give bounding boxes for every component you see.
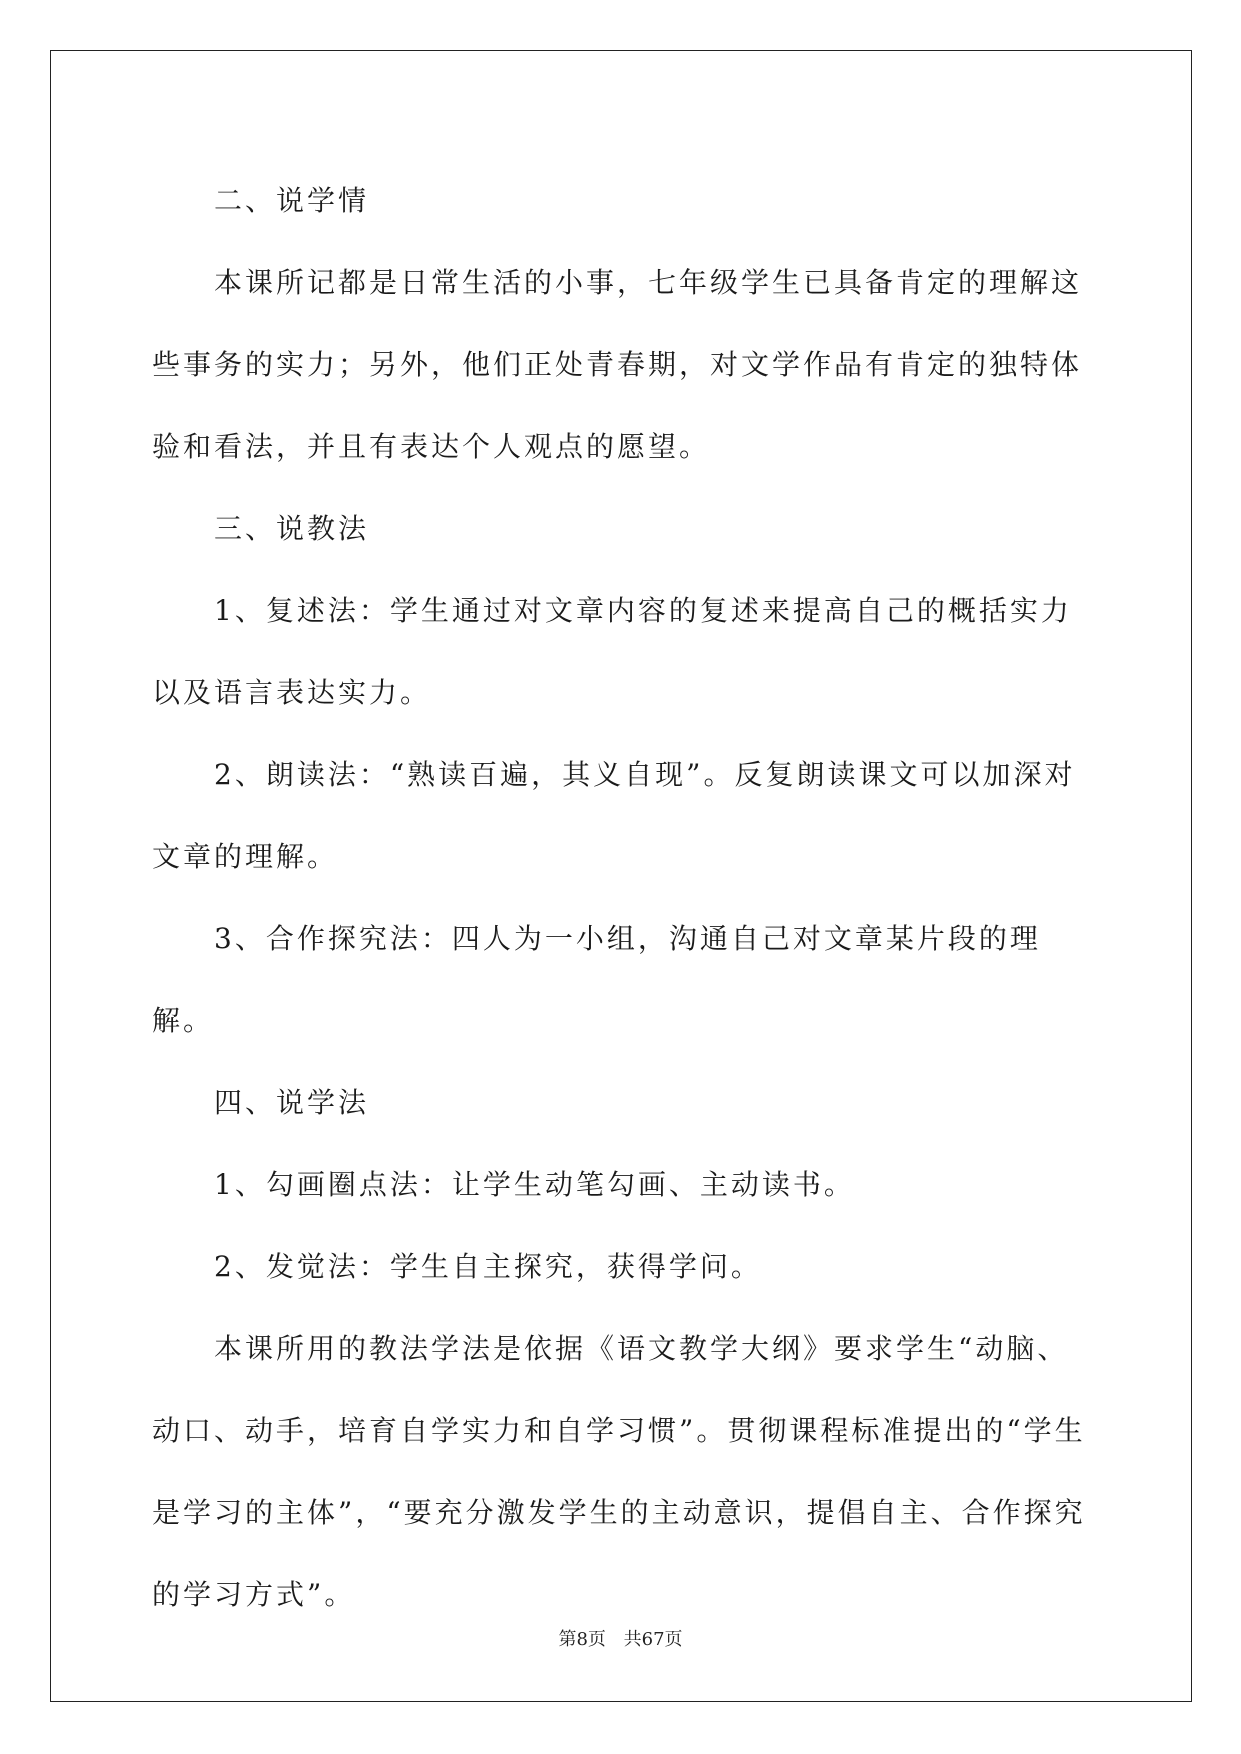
document-body bbox=[152, 160, 1092, 1636]
list-item-fushu: 1、复述法：学生通过对文章内容的复述来提高自己的概括实力以及语言表达实力。 bbox=[152, 594, 1072, 709]
section-heading-xueqing: 二、说学情 bbox=[214, 184, 370, 217]
section-heading-jiaofa: 三、说教法 bbox=[214, 512, 370, 545]
page-total: 共67页 bbox=[623, 1629, 683, 1650]
section-heading-xuefa: 四、说学法 bbox=[214, 1086, 370, 1119]
list-item-gouhua: 1、勾画圈点法：让学生动笔勾画、主动读书。 bbox=[214, 1168, 855, 1201]
page-number: 第8页 bbox=[558, 1629, 606, 1650]
paragraph-summary: 本课所用的教法学法是依据《语文教学大纲》要求学生“动脑、动口、动手，培育自学实力和自学习惯”。贯彻课程标准提出的“学生是学习的主体”，“要充分激发学生的主动意识，提倡自主、合作探究的学习方式”。 bbox=[152, 1332, 1086, 1611]
page-footer bbox=[0, 1625, 1241, 1651]
list-item-faxian: 2、发觉法：学生自主探究，获得学问。 bbox=[214, 1250, 762, 1283]
list-item-langdu: 2、朗读法：“熟读百遍，其义自现”。反复朗读课文可以加深对文章的理解。 bbox=[152, 758, 1076, 873]
paragraph-xueqing: 本课所记都是日常生活的小事，七年级学生已具备肯定的理解这些事务的实力；另外，他们正处青春期，对文学作品有肯定的独特体验和看法，并且有表达个人观点的愿望。 bbox=[152, 266, 1083, 463]
list-item-hezuo: 3、合作探究法：四人为一小组，沟通自己对文章某片段的理解。 bbox=[152, 922, 1041, 1037]
